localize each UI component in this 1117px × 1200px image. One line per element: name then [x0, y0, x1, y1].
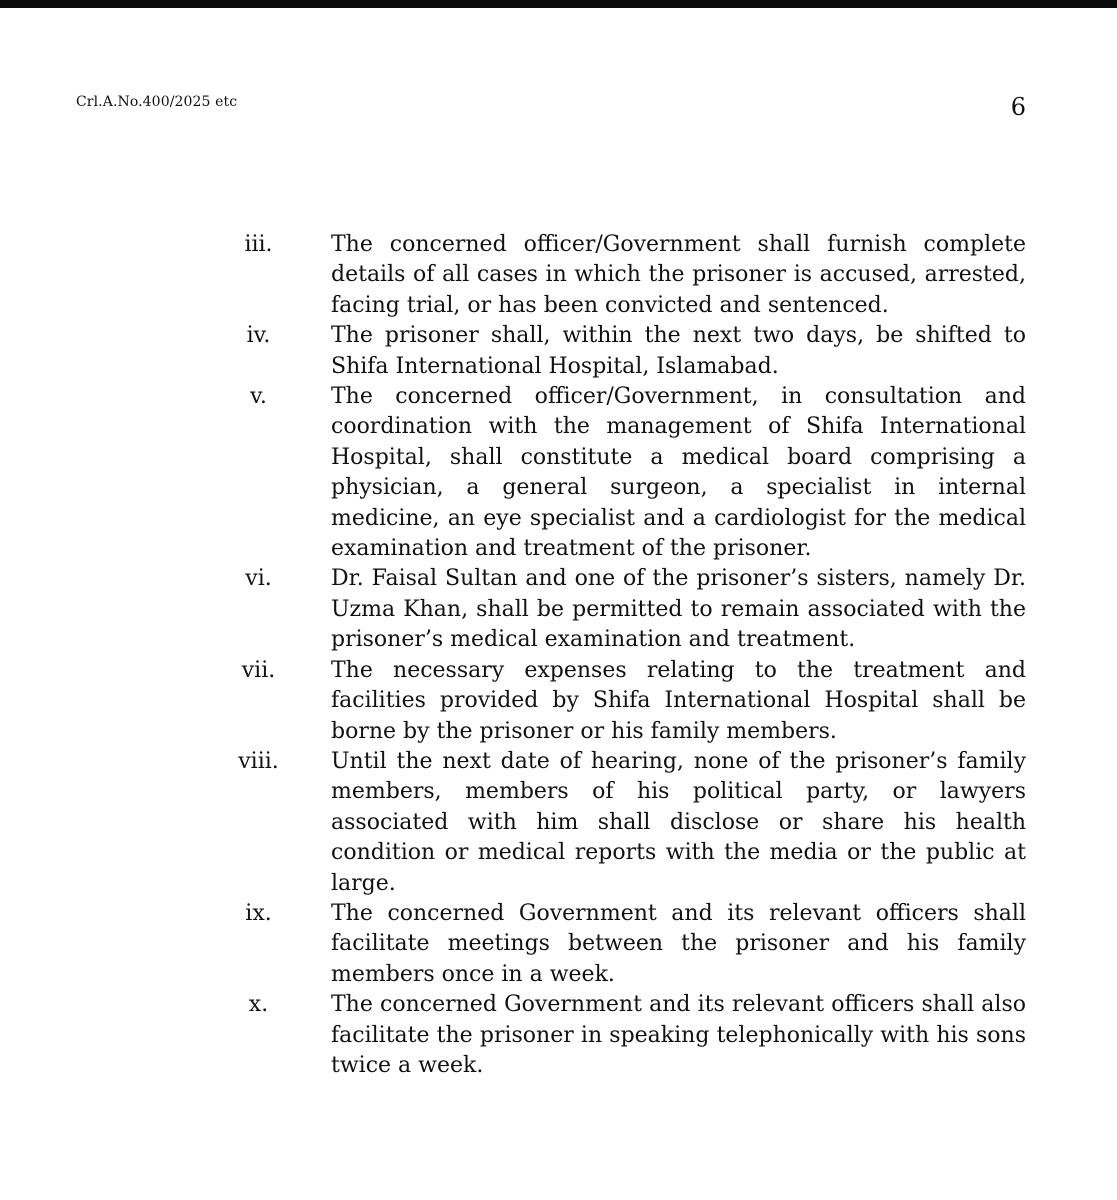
- top-border-bar: [0, 0, 1117, 8]
- clause-text: The concerned officer/Government, in consultation and coordination with the management of Shifa International Hospital, shall constitute a medical board comprising a physician, a general surgeon, a specialist in internal medicine, an eye specialist and a cardiologist for the medical examination and treatment of the prisoner.: [331, 384, 1026, 562]
- clause-text: Dr. Faisal Sultan and one of the prisoner’s sisters, namely Dr. Uzma Khan, shall be permitted to remain associated with the prisoner’s medical examination and treatment.: [331, 566, 1026, 653]
- clause-number: v.: [250, 384, 267, 410]
- clause-list: [230, 230, 1026, 1081]
- clause-ix: [230, 899, 1026, 990]
- clause-number: vi.: [245, 566, 272, 592]
- clause-x: [230, 990, 1026, 1081]
- clause-v: [230, 382, 1026, 564]
- case-reference: Crl.A.No.400/2025 etc: [76, 94, 238, 110]
- clause-text: The concerned officer/Government shall furnish complete details of all cases in which the prisoner is accused, arrested, facing trial, or has been convicted and sentenced.: [331, 232, 1026, 318]
- clause-iv: [230, 321, 1026, 382]
- page-number: 6: [1010, 93, 1026, 121]
- clause-number: iii.: [244, 232, 273, 257]
- clause-text: The concerned Government and its relevant officers shall facilitate meetings between the prisoner and his family members once in a week.: [331, 900, 1026, 987]
- clause-number: x.: [248, 992, 269, 1018]
- clause-number: iv.: [246, 323, 271, 349]
- clause-number: ix.: [245, 900, 272, 926]
- clause-text: The concerned Government and its relevant officers shall also facilitate the prisoner in speaking telephonically with his sons twice a week.: [331, 992, 1026, 1078]
- clause-text: The necessary expenses relating to the treatment and facilities provided by Shifa International Hospital shall be borne by the prisoner or his family members.: [331, 657, 1026, 744]
- clause-viii: [230, 747, 1026, 899]
- clause-vii: [230, 656, 1026, 747]
- clause-number: vii.: [241, 657, 276, 683]
- clause-vi: [230, 564, 1026, 655]
- clause-text: Until the next date of hearing, none of the prisoner’s family members, members of his political party, or lawyers associated with him shall disclose or share his health condition or medical reports with the media or the public at large.: [331, 748, 1026, 896]
- clause-number: viii.: [238, 748, 279, 774]
- clause-text: The prisoner shall, within the next two days, be shifted to Shifa International Hospital, Islamabad.: [331, 323, 1026, 379]
- clause-iii: [230, 230, 1026, 321]
